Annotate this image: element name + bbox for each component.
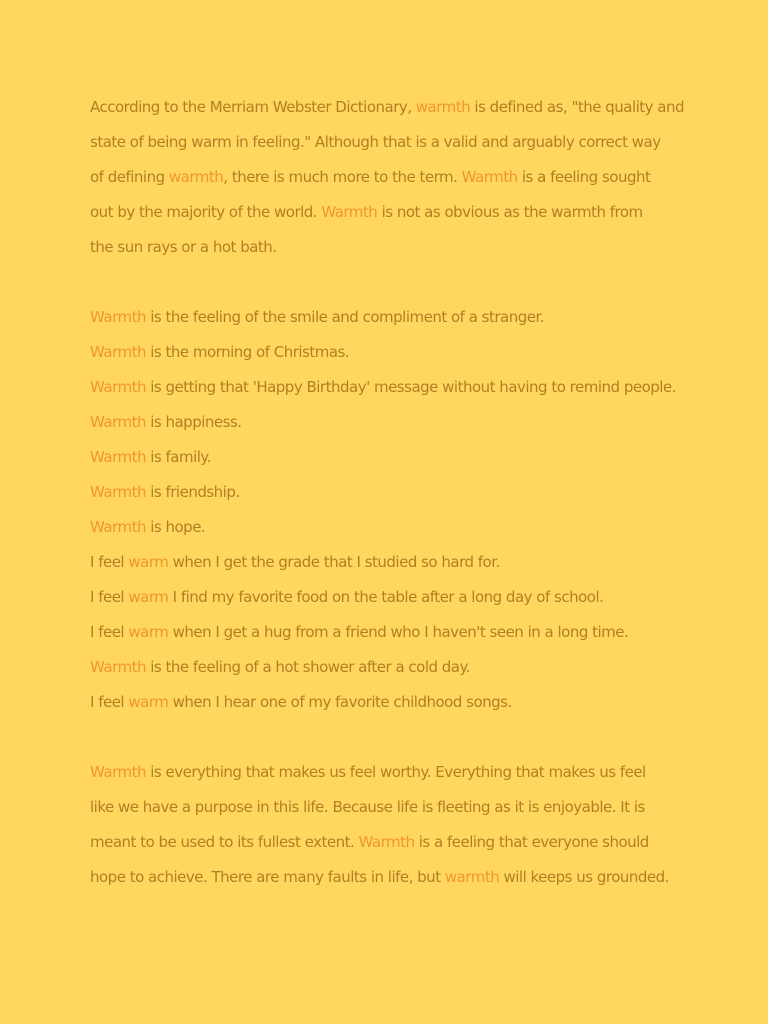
text-segment: meant to be used to its fullest extent. <box>90 833 359 851</box>
text-line <box>90 230 682 265</box>
highlighted-word: Warmth <box>90 378 146 396</box>
highlighted-word: warm <box>128 623 169 641</box>
text-segment: when I get the grade that I studied so hard for. <box>168 553 500 571</box>
highlighted-word: Warmth <box>461 168 518 186</box>
highlighted-word: Warmth <box>90 308 146 326</box>
text-line <box>90 755 682 790</box>
text-line <box>90 370 682 405</box>
paragraph-spacer <box>90 720 682 755</box>
text-line <box>90 475 682 510</box>
text-line <box>90 125 682 160</box>
text-line <box>90 580 682 615</box>
text-segment: is a feeling sought <box>517 168 651 186</box>
text-segment: is the feeling of a hot shower after a cold day. <box>145 658 471 676</box>
text-segment: when I get a hug from a friend who I haven't seen in a long time. <box>168 623 629 641</box>
text-segment: is the morning of Christmas. <box>145 343 350 361</box>
text-segment: I find my favorite food on the table after a long day of school. <box>168 588 604 606</box>
text-line <box>90 90 685 125</box>
text-segment: is family. <box>145 448 211 466</box>
text-segment: is happiness. <box>145 413 242 431</box>
text-segment: hope to achieve. There are many faults in life, but <box>90 868 445 886</box>
text-segment: will keeps us grounded. <box>499 868 669 886</box>
text-line <box>90 195 682 230</box>
text-line <box>90 335 682 370</box>
highlighted-word: warm <box>128 553 169 571</box>
text-line <box>90 545 682 580</box>
text-line <box>90 405 682 440</box>
text-segment: is friendship. <box>145 483 240 501</box>
highlighted-word: warm <box>128 588 169 606</box>
paragraph-definition <box>90 90 685 265</box>
highlighted-word: Warmth <box>358 833 415 851</box>
highlighted-word: warm <box>128 693 169 711</box>
highlighted-word: Warmth <box>90 518 146 536</box>
text-line <box>90 825 682 860</box>
text-segment: According to the Merriam Webster Dictionary, <box>90 98 416 116</box>
text-line <box>90 510 682 545</box>
text-line <box>90 790 682 825</box>
text-segment: I feel <box>90 623 129 641</box>
text-line <box>90 300 682 335</box>
text-segment: I feel <box>90 693 129 711</box>
text-segment: is the feeling of the smile and compliment of a stranger. <box>145 308 545 326</box>
highlighted-word: Warmth <box>90 763 146 781</box>
text-segment: is defined as, "the quality and <box>470 98 685 116</box>
highlighted-word: Warmth <box>90 343 146 361</box>
highlighted-word: Warmth <box>90 448 146 466</box>
highlighted-word: warmth <box>444 868 500 886</box>
text-segment: state of being warm in feeling." Although that is a valid and arguably correct way <box>90 133 661 151</box>
highlighted-word: warmth <box>415 98 471 116</box>
text-line <box>90 440 682 475</box>
text-segment: , there is much more to the term. <box>223 168 462 186</box>
highlighted-word: Warmth <box>90 413 146 431</box>
text-segment: is everything that makes us feel worthy. Everything that makes us feel <box>145 763 646 781</box>
text-line <box>90 860 682 895</box>
paragraph-warmth-list <box>90 300 682 720</box>
highlighted-word: Warmth <box>90 658 146 676</box>
text-segment: like we have a purpose in this life. Because life is fleeting as it is enjoyable. It is <box>90 798 645 816</box>
text-segment: is not as obvious as the warmth from <box>377 203 643 221</box>
highlighted-word: Warmth <box>321 203 378 221</box>
text-segment: I feel <box>90 553 129 571</box>
text-segment: I feel <box>90 588 129 606</box>
text-line <box>90 160 682 195</box>
text-segment: is hope. <box>145 518 206 536</box>
highlighted-word: Warmth <box>90 483 146 501</box>
text-segment: is getting that 'Happy Birthday' message without having to remind people. <box>145 378 676 396</box>
text-segment: the sun rays or a hot bath. <box>90 238 277 256</box>
highlighted-word: warmth <box>168 168 224 186</box>
text-segment: when I hear one of my favorite childhood songs. <box>168 693 512 711</box>
text-line <box>90 685 682 720</box>
paragraph-conclusion <box>90 755 682 895</box>
text-segment: of defining <box>90 168 169 186</box>
text-segment: out by the majority of the world. <box>90 203 322 221</box>
text-line <box>90 615 682 650</box>
paragraph-spacer <box>90 265 682 300</box>
text-line <box>90 650 682 685</box>
text-segment: is a feeling that everyone should <box>414 833 649 851</box>
